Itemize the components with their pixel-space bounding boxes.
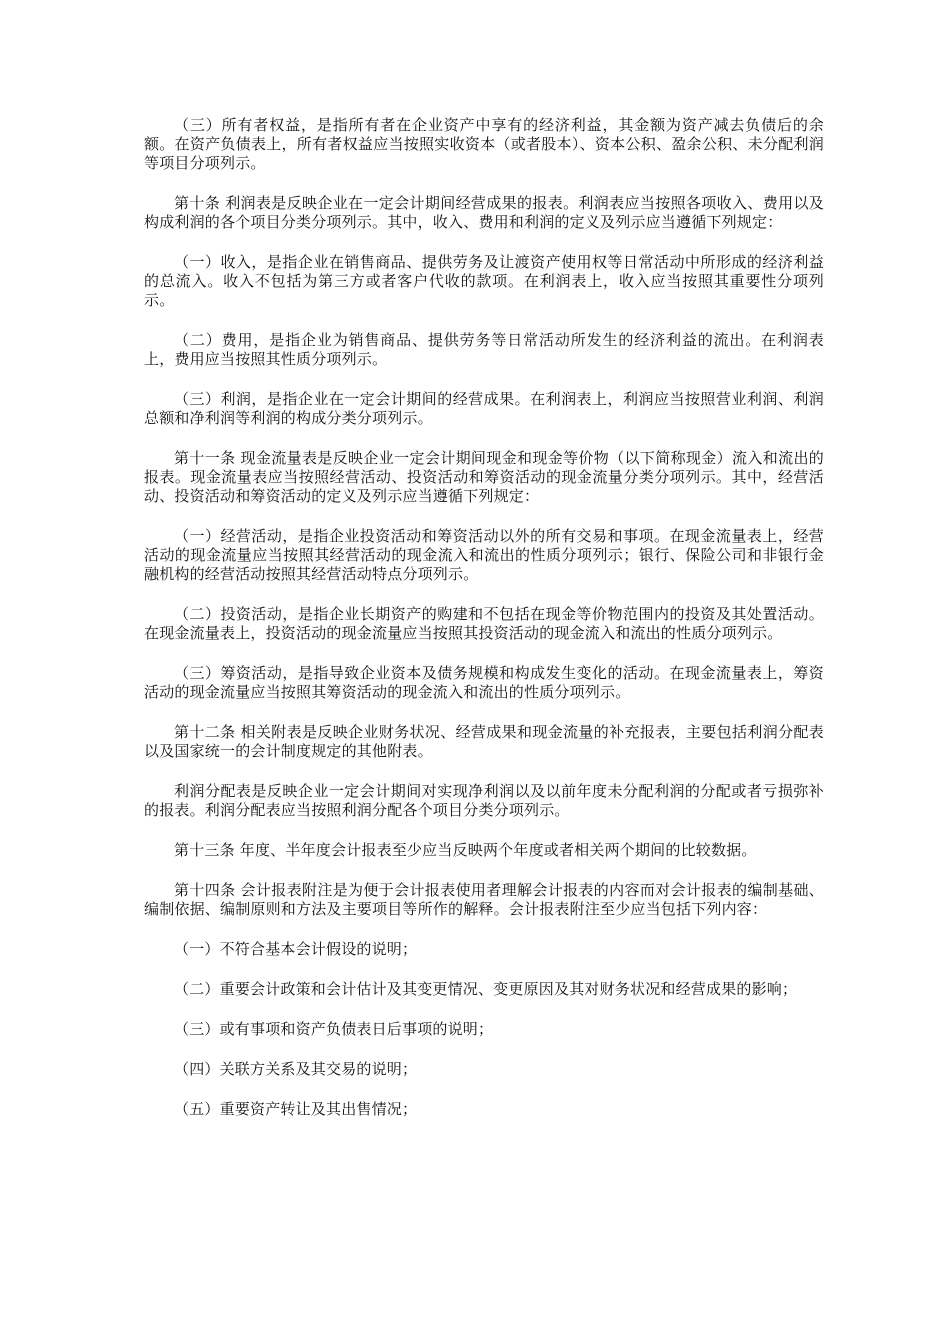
- paragraph-profit: （三）利润，是指企业在一定会计期间的经营成果。在利润表上，利润应当按照营业利润、利润总额和净利润等利润的构成分类分项列示。: [144, 390, 824, 427]
- paragraph-financing-activities: （三）筹资活动，是指导致企业资本及债务规模和构成发生变化的活动。在现金流量表上，筹资活动的现金流量应当按照其筹资活动的现金流入和流出的性质分项列示。: [144, 664, 824, 701]
- list-item-3: （三）或有事项和资产负债表日后事项的说明；: [174, 1020, 494, 1038]
- paragraph-operating-activities: （一）经营活动，是指企业投资活动和筹资活动以外的所有交易和事项。在现金流量表上，经营活动的现金流量应当按照其经营活动的现金流入和流出的性质分项列示；银行、保险公司和非银行金融机构的经营活动按照其经营活动特点分项列示。: [144, 527, 824, 583]
- paragraph-article-11: 第十一条 现金流量表是反映企业一定会计期间现金和现金等价物（以下简称现金）流入和流出的报表。现金流量表应当按照经营活动、投资活动和筹资活动的现金流量分类分项列示。其中，经营活动、投资活动和筹资活动的定义及列示应当遵循下列规定：: [144, 449, 824, 505]
- paragraph-article-14: 第十四条 会计报表附注是为便于会计报表使用者理解会计报表的内容而对会计报表的编制基础、编制依据、编制原则和方法及主要项目等所作的解释。会计报表附注至少应当包括下列内容：: [144, 881, 824, 918]
- list-item-4: （四）关联方关系及其交易的说明；: [174, 1060, 418, 1078]
- paragraph-owners-equity: （三）所有者权益，是指所有者在企业资产中享有的经济利益，其金额为资产减去负债后的余额。在资产负债表上，所有者权益应当按照实收资本（或者股本）、资本公积、盈余公积、未分配利润等项目分项列示。: [144, 116, 824, 172]
- paragraph-article-10: 第十条 利润表是反映企业在一定会计期间经营成果的报表。利润表应当按照各项收入、费用以及构成利润的各个项目分类分项列示。其中，收入、费用和利润的定义及列示应当遵循下列规定：: [144, 194, 824, 231]
- paragraph-profit-distribution: 利润分配表是反映企业一定会计期间对实现净利润以及以前年度未分配利润的分配或者亏损弥补的报表。利润分配表应当按照利润分配各个项目分类分项列示。: [144, 782, 824, 819]
- paragraph-revenue: （一）收入，是指企业在销售商品、提供劳务及让渡资产使用权等日常活动中所形成的经济利益的总流入。收入不包括为第三方或者客户代收的款项。在利润表上，收入应当按照其重要性分项列示。: [144, 253, 824, 309]
- paragraph-article-12: 第十二条 相关附表是反映企业财务状况、经营成果和现金流量的补充报表，主要包括利润分配表以及国家统一的会计制度规定的其他附表。: [144, 723, 824, 760]
- paragraph-investing-activities: （二）投资活动，是指企业长期资产的购建和不包括在现金等价物范围内的投资及其处置活动。在现金流量表上，投资活动的现金流量应当按照其投资活动的现金流入和流出的性质分项列示。: [144, 605, 824, 642]
- paragraph-expenses: （二）费用，是指企业为销售商品、提供劳务等日常活动所发生的经济利益的流出。在利润表上，费用应当按照其性质分项列示。: [144, 331, 824, 368]
- paragraph-article-13: 第十三条 年度、半年度会计报表至少应当反映两个年度或者相关两个期间的比较数据。: [174, 841, 757, 859]
- list-item-2: （二）重要会计政策和会计估计及其变更情况、变更原因及其对财务状况和经营成果的影响；: [174, 980, 798, 998]
- document-body: [144, 116, 824, 1140]
- list-item-1: （一）不符合基本会计假设的说明；: [174, 940, 418, 958]
- list-item-5: （五）重要资产转让及其出售情况；: [174, 1100, 418, 1118]
